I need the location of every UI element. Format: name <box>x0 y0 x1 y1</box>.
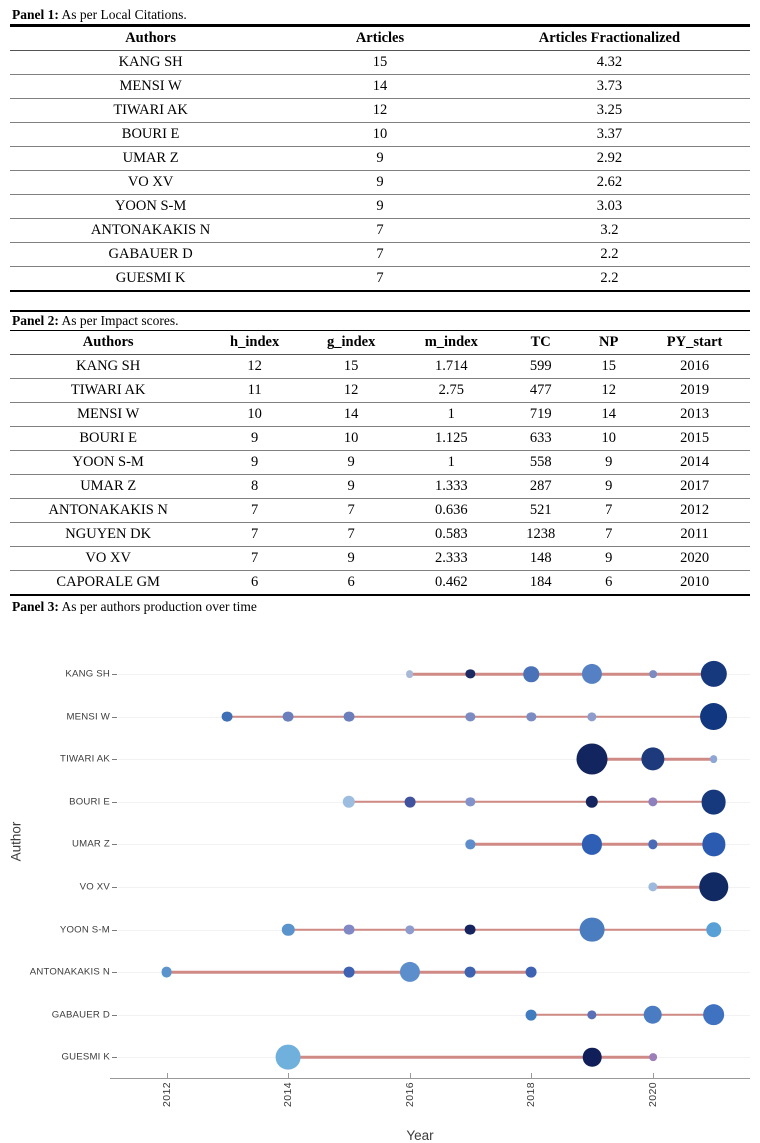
panel1-value-cell: 12 <box>291 99 469 123</box>
table-row <box>10 547 750 571</box>
data-point <box>283 711 294 722</box>
panel2-value-cell: 6 <box>578 571 639 596</box>
x-axis-title: Year <box>406 1128 434 1143</box>
data-point <box>587 712 596 721</box>
panel1-value-cell: 9 <box>291 147 469 171</box>
data-point <box>276 1045 301 1070</box>
data-point <box>582 664 602 684</box>
column-header-np: NP <box>578 331 639 355</box>
table-row <box>10 355 750 379</box>
data-point <box>648 797 657 806</box>
panel2-value-cell: 15 <box>578 355 639 379</box>
panel-2 <box>10 310 750 596</box>
data-point <box>703 1004 725 1026</box>
y-axis-tick-label: VO XV <box>79 881 110 893</box>
panel-1 <box>10 6 750 292</box>
panel1-value-cell: 3.37 <box>469 123 750 147</box>
data-point <box>643 1006 662 1025</box>
y-axis-tick-label: YOON S-M <box>59 924 110 936</box>
table-row <box>10 403 750 427</box>
data-point <box>344 711 355 722</box>
panel-1-thead <box>10 25 750 51</box>
panel1-value-cell: 3.03 <box>469 195 750 219</box>
table-row <box>10 99 750 123</box>
panel-3-caption-text: As per authors production over time <box>58 599 257 614</box>
panel1-author-cell: YOON S-M <box>10 195 291 219</box>
panel2-value-cell: 1 <box>399 403 503 427</box>
panel2-value-cell: 184 <box>503 571 578 596</box>
table-row <box>10 427 750 451</box>
panel2-value-cell: 0.636 <box>399 499 503 523</box>
data-point <box>648 840 657 849</box>
data-point <box>577 744 608 775</box>
table-row <box>10 571 750 596</box>
panel2-value-cell: 11 <box>206 379 303 403</box>
panel-1-table <box>10 24 750 292</box>
y-axis-tick-label: GABAUER D <box>51 1009 110 1021</box>
panel2-value-cell: 2019 <box>639 379 750 403</box>
data-point <box>344 967 355 978</box>
data-point <box>526 1009 537 1020</box>
y-axis-tick-label: KANG SH <box>65 668 110 680</box>
panel2-value-cell: 1.714 <box>399 355 503 379</box>
panel1-value-cell: 2.92 <box>469 147 750 171</box>
panel2-value-cell: 2015 <box>639 427 750 451</box>
panel2-value-cell: 12 <box>578 379 639 403</box>
panel2-value-cell: 9 <box>206 451 303 475</box>
table-row <box>10 379 750 403</box>
panel2-value-cell: 9 <box>578 475 639 499</box>
data-point <box>523 666 539 682</box>
column-header-articles-fractionalized: Articles Fractionalized <box>469 27 750 51</box>
panel2-value-cell: 558 <box>503 451 578 475</box>
panel1-author-cell: GABAUER D <box>10 243 291 267</box>
panel-3-caption <box>10 596 750 616</box>
data-point <box>706 922 722 938</box>
panel2-value-cell: 2013 <box>639 403 750 427</box>
table-row <box>10 451 750 475</box>
data-point <box>282 923 294 935</box>
y-axis-tick-mark <box>112 717 117 718</box>
panel2-value-cell: 521 <box>503 499 578 523</box>
y-axis-tick-mark <box>112 674 117 675</box>
y-axis-tick-label: TIWARI AK <box>60 753 110 765</box>
panel2-value-cell: 2011 <box>639 523 750 547</box>
panel-1-caption-text: As per Local Citations. <box>58 7 187 22</box>
panel2-value-cell: 599 <box>503 355 578 379</box>
panel1-value-cell: 3.25 <box>469 99 750 123</box>
panel2-value-cell: 7 <box>206 547 303 571</box>
data-point <box>222 711 233 722</box>
panel2-author-cell: CAPORALE GM <box>10 571 206 596</box>
data-point <box>344 924 355 935</box>
data-point <box>582 834 602 854</box>
x-axis-tick-mark <box>531 1073 532 1078</box>
panel2-value-cell: 7 <box>303 523 400 547</box>
table-row <box>10 475 750 499</box>
y-axis-tick-mark <box>112 1057 117 1058</box>
x-axis-line <box>110 1078 750 1079</box>
panel-2-caption <box>10 312 750 330</box>
panel2-value-cell: 10 <box>206 403 303 427</box>
table-row <box>10 499 750 523</box>
data-point <box>702 833 725 856</box>
data-point <box>700 661 726 687</box>
y-axis-tick-mark <box>112 930 117 931</box>
panel2-author-cell: NGUYEN DK <box>10 523 206 547</box>
x-axis-tick-mark <box>653 1073 654 1078</box>
panel2-value-cell: 9 <box>303 547 400 571</box>
panel2-value-cell: 7 <box>578 499 639 523</box>
panel1-value-cell: 2.62 <box>469 171 750 195</box>
table-row <box>10 75 750 99</box>
y-axis-tick-label: GUESMI K <box>61 1051 110 1063</box>
panel2-value-cell: 6 <box>206 571 303 596</box>
y-axis-tick-mark <box>112 1015 117 1016</box>
table-row <box>10 123 750 147</box>
panel2-value-cell: 12 <box>206 355 303 379</box>
y-axis-tick-label: BOURI E <box>69 796 110 808</box>
series-line <box>531 1014 713 1017</box>
panel2-value-cell: 7 <box>206 499 303 523</box>
panel2-value-cell: 7 <box>303 499 400 523</box>
panel2-value-cell: 2016 <box>639 355 750 379</box>
x-axis-tick-label: 2012 <box>160 1082 173 1107</box>
panel2-value-cell: 6 <box>303 571 400 596</box>
panel1-author-cell: KANG SH <box>10 51 291 75</box>
panel1-value-cell: 9 <box>291 171 469 195</box>
panel2-author-cell: UMAR Z <box>10 475 206 499</box>
y-axis-tick-mark <box>112 844 117 845</box>
data-point <box>466 712 475 721</box>
panel1-value-cell: 3.73 <box>469 75 750 99</box>
panel-2-thead <box>10 331 750 355</box>
panel2-value-cell: 0.462 <box>399 571 503 596</box>
panel-3-caption-lead: Panel 3: <box>12 599 59 614</box>
column-header-g-index: g_index <box>303 331 400 355</box>
panel2-value-cell: 2014 <box>639 451 750 475</box>
panel2-value-cell: 7 <box>578 523 639 547</box>
panel1-author-cell: UMAR Z <box>10 147 291 171</box>
panel2-value-cell: 633 <box>503 427 578 451</box>
table-row <box>10 195 750 219</box>
table-row <box>10 267 750 292</box>
panel-2-header-row <box>10 331 750 355</box>
panel2-author-cell: BOURI E <box>10 427 206 451</box>
column-header-m-index: m_index <box>399 331 503 355</box>
y-axis-tick-label: ANTONAKAKIS N <box>29 966 110 978</box>
data-point <box>587 1010 596 1019</box>
y-axis-tick-label: MENSI W <box>66 711 110 723</box>
data-point <box>527 712 536 721</box>
panel2-value-cell: 2010 <box>639 571 750 596</box>
panel2-value-cell: 1.333 <box>399 475 503 499</box>
data-point <box>465 967 476 978</box>
column-header-h-index: h_index <box>206 331 303 355</box>
panel-2-caption-lead: Panel 2: <box>12 313 59 328</box>
data-point <box>405 925 414 934</box>
table-row <box>10 243 750 267</box>
column-header-authors: Authors <box>10 27 291 51</box>
panel-2-table <box>10 330 750 596</box>
series-line <box>410 673 714 676</box>
panel-3 <box>8 596 750 1143</box>
x-axis-tick-label: 2020 <box>646 1082 659 1107</box>
data-point <box>583 1048 602 1067</box>
panel1-value-cell: 4.32 <box>469 51 750 75</box>
panel-1-header-row <box>10 27 750 51</box>
x-axis-tick-label: 2014 <box>282 1082 295 1107</box>
panel2-value-cell: 12 <box>303 379 400 403</box>
panel2-author-cell: TIWARI AK <box>10 379 206 403</box>
y-axis-tick-mark <box>112 972 117 973</box>
chart-plot-area <box>0 616 760 1126</box>
panel1-value-cell: 15 <box>291 51 469 75</box>
panel2-value-cell: 9 <box>578 547 639 571</box>
data-point <box>648 882 657 891</box>
panel2-value-cell: 2012 <box>639 499 750 523</box>
table-row <box>10 219 750 243</box>
panel1-value-cell: 9 <box>291 195 469 219</box>
panel2-value-cell: 477 <box>503 379 578 403</box>
data-point <box>466 797 475 806</box>
data-point <box>400 962 420 982</box>
data-point <box>649 1054 657 1062</box>
column-header-py-start: PY_start <box>639 331 750 355</box>
data-point <box>710 755 718 763</box>
panel2-value-cell: 14 <box>578 403 639 427</box>
authors-production-over-time-chart <box>0 616 760 1143</box>
x-axis-tick-mark <box>288 1073 289 1078</box>
panel1-author-cell: ANTONAKAKIS N <box>10 219 291 243</box>
panel2-value-cell: 9 <box>303 475 400 499</box>
panel2-value-cell: 14 <box>303 403 400 427</box>
panel2-author-cell: MENSI W <box>10 403 206 427</box>
column-header-articles: Articles <box>291 27 469 51</box>
panel1-author-cell: MENSI W <box>10 75 291 99</box>
data-point <box>586 796 598 808</box>
panel2-value-cell: 1238 <box>503 523 578 547</box>
panel2-value-cell: 2.75 <box>399 379 503 403</box>
panel1-value-cell: 10 <box>291 123 469 147</box>
panel2-value-cell: 1.125 <box>399 427 503 451</box>
panel1-value-cell: 3.2 <box>469 219 750 243</box>
panel2-value-cell: 9 <box>206 427 303 451</box>
data-point <box>641 748 664 771</box>
panel1-author-cell: BOURI E <box>10 123 291 147</box>
panel-1-caption-lead: Panel 1: <box>12 7 59 22</box>
y-axis-tick-mark <box>112 759 117 760</box>
panel-1-tbody <box>10 51 750 292</box>
x-axis-tick-mark <box>167 1073 168 1078</box>
data-point <box>343 796 355 808</box>
table-row <box>10 51 750 75</box>
data-point <box>701 789 726 814</box>
panel1-value-cell: 2.2 <box>469 267 750 292</box>
y-axis-tick-label: UMAR Z <box>72 838 110 850</box>
panel2-value-cell: 8 <box>206 475 303 499</box>
data-point <box>465 924 476 935</box>
panel2-value-cell: 9 <box>578 451 639 475</box>
x-axis-tick-label: 2016 <box>403 1082 416 1107</box>
data-point <box>466 840 475 849</box>
panel2-value-cell: 10 <box>578 427 639 451</box>
panel2-value-cell: 10 <box>303 427 400 451</box>
data-point <box>404 796 415 807</box>
x-axis-tick-mark <box>410 1073 411 1078</box>
panel1-value-cell: 7 <box>291 267 469 292</box>
panel2-value-cell: 9 <box>303 451 400 475</box>
panel1-value-cell: 14 <box>291 75 469 99</box>
table-row <box>10 523 750 547</box>
data-point <box>700 703 728 731</box>
panel2-author-cell: YOON S-M <box>10 451 206 475</box>
panel-2-tbody <box>10 355 750 596</box>
panel1-author-cell: GUESMI K <box>10 267 291 292</box>
panel2-value-cell: 287 <box>503 475 578 499</box>
column-header-authors: Authors <box>10 331 206 355</box>
data-point <box>406 670 414 678</box>
data-point <box>161 967 172 978</box>
data-point <box>466 669 475 678</box>
data-point <box>699 872 728 901</box>
panel2-value-cell: 15 <box>303 355 400 379</box>
y-axis-tick-mark <box>112 887 117 888</box>
data-point <box>580 917 605 942</box>
panel2-value-cell: 148 <box>503 547 578 571</box>
panel1-author-cell: TIWARI AK <box>10 99 291 123</box>
panel-2-caption-text: As per Impact scores. <box>58 313 179 328</box>
panel-gap-1 <box>10 292 750 310</box>
panel2-value-cell: 2017 <box>639 475 750 499</box>
data-point <box>649 670 657 678</box>
panel2-value-cell: 2.333 <box>399 547 503 571</box>
table-row <box>10 171 750 195</box>
panel2-value-cell: 0.583 <box>399 523 503 547</box>
panel-1-caption <box>10 6 750 24</box>
panel1-author-cell: VO XV <box>10 171 291 195</box>
panel1-value-cell: 2.2 <box>469 243 750 267</box>
y-axis-title: Author <box>8 822 24 862</box>
table-row <box>10 147 750 171</box>
panel2-author-cell: ANTONAKAKIS N <box>10 499 206 523</box>
column-header-tc: TC <box>503 331 578 355</box>
data-point <box>526 967 537 978</box>
panel1-value-cell: 7 <box>291 219 469 243</box>
x-axis-tick-label: 2018 <box>525 1082 538 1107</box>
panel2-author-cell: KANG SH <box>10 355 206 379</box>
panel2-value-cell: 719 <box>503 403 578 427</box>
y-axis-tick-mark <box>112 802 117 803</box>
panel2-author-cell: VO XV <box>10 547 206 571</box>
panel2-value-cell: 1 <box>399 451 503 475</box>
panel1-value-cell: 7 <box>291 243 469 267</box>
panel2-value-cell: 2020 <box>639 547 750 571</box>
panel2-value-cell: 7 <box>206 523 303 547</box>
